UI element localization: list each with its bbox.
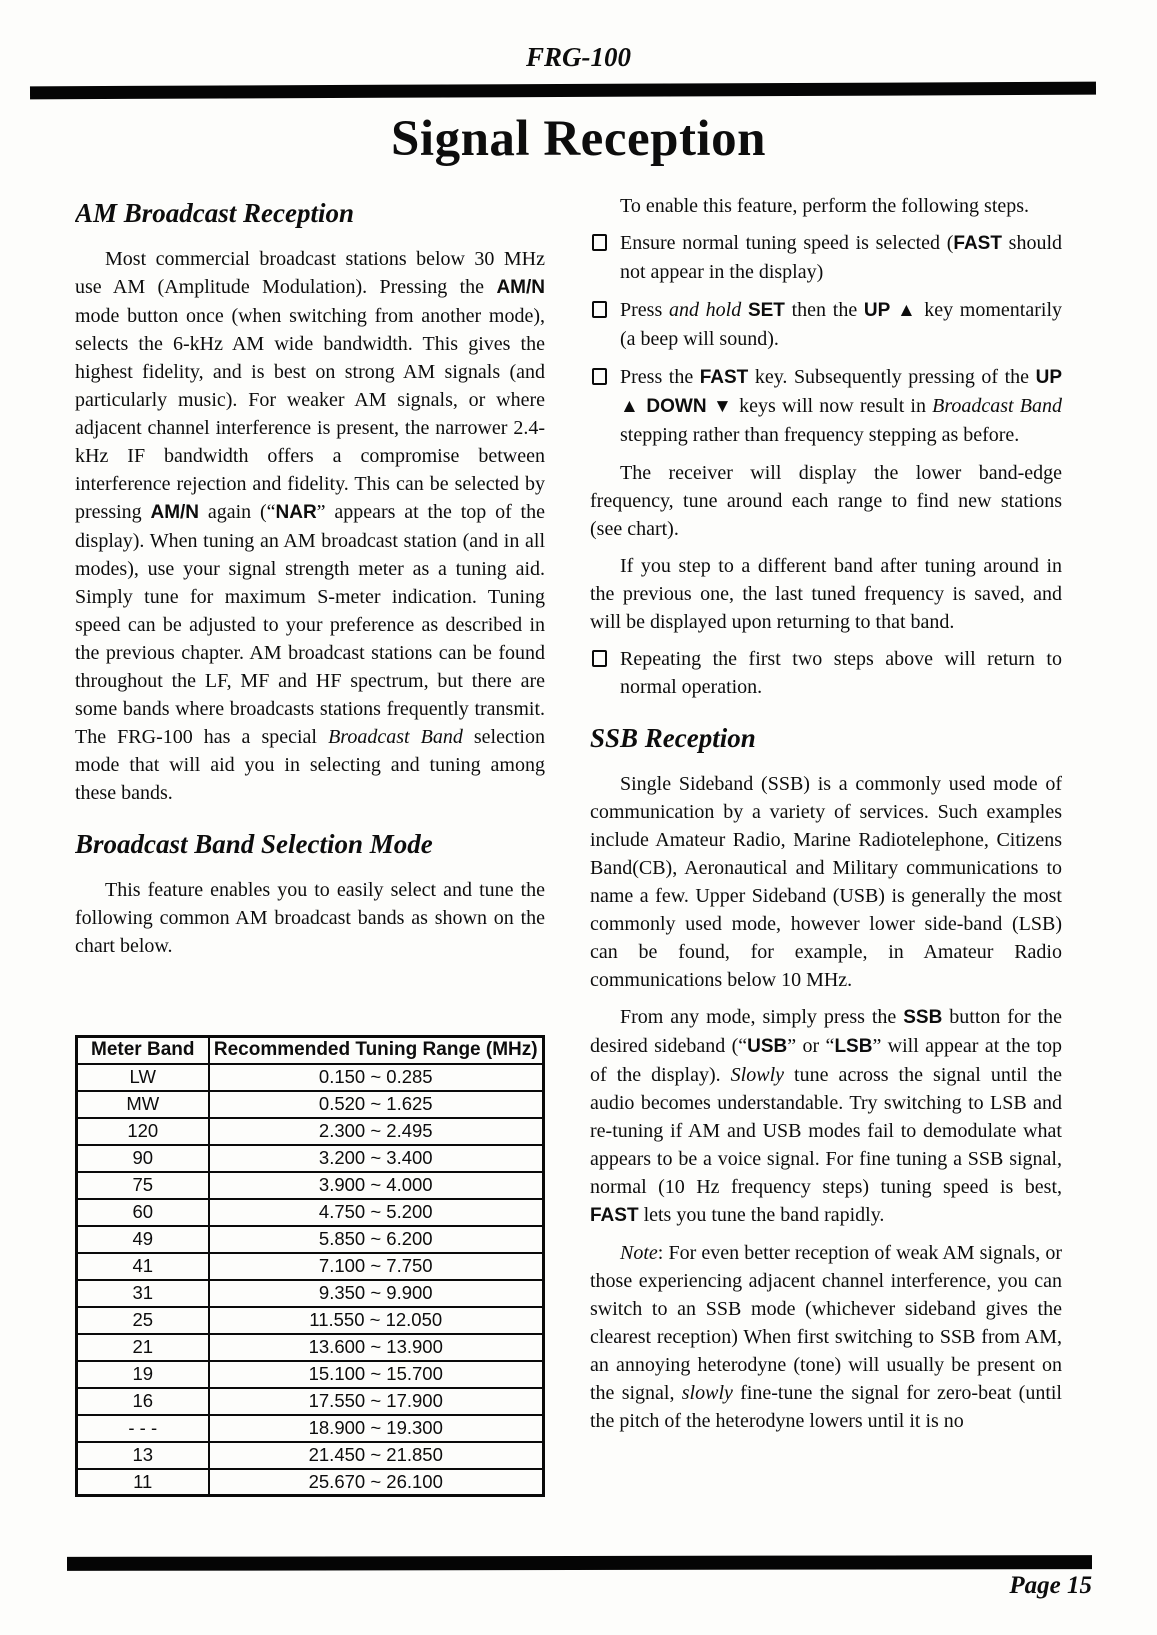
band-table-header-row: [77, 1037, 544, 1064]
band-table-cell: 21: [77, 1334, 209, 1361]
checklist-item: [590, 645, 1062, 701]
running-header: FRG-100: [525, 42, 631, 72]
band-table-cell: 15.100 ~ 15.700: [209, 1361, 544, 1388]
band-table-row: [77, 1118, 544, 1145]
band-table-cell: 18.900 ~ 19.300: [209, 1415, 544, 1442]
band-table-cell: - - -: [77, 1415, 209, 1442]
band-table-row: [77, 1145, 544, 1172]
footer-rule: [67, 1555, 1092, 1571]
band-table-cell: 16: [77, 1388, 209, 1415]
band-edge-paragraph: The receiver will display the lower band-edge frequency, tune around each range to find new stations (see chart).: [590, 462, 1062, 540]
band-table-cell: 0.150 ~ 0.285: [209, 1064, 544, 1091]
checklist-item: [590, 296, 1062, 353]
band-table-cell: 90: [77, 1145, 209, 1172]
band-table-cell: 7.100 ~ 7.750: [209, 1253, 544, 1280]
band-table-row: [77, 1307, 544, 1334]
band-table-cell: 13.600 ~ 13.900: [209, 1334, 544, 1361]
checkbox-icon: [592, 368, 607, 385]
band-table-row: [77, 1361, 544, 1388]
band-table-cell: 2.300 ~ 2.495: [209, 1118, 544, 1145]
ssb-paragraph-2: From any mode, simply press the SSB button for the desired sideband (“USB” or “LSB” will appear at the top of the display). Slowly tune across the signal until the audio becomes understandable. Try switching to LSB and re-tuning if AM and USB modes fail to demodulate what appears to be a voice signal. For fine tuning a SSB signal, normal (10 Hz frequency steps) tuning speed is best, FAST lets you tune the band rapidly.: [590, 1006, 1062, 1226]
band-table-cell: 19: [77, 1361, 209, 1388]
intro-paragraph: To enable this feature, perform the following steps.: [620, 195, 1030, 217]
band-table-cell: 31: [77, 1280, 209, 1307]
band-table-cell: 25: [77, 1307, 209, 1334]
section-heading-ssb: SSB Reception: [590, 723, 756, 753]
band-table: [75, 1035, 545, 1497]
band-table-header-tuning-range: Recommended Tuning Range (MHz): [209, 1037, 544, 1064]
band-table-header-meter-band: Meter Band: [77, 1037, 209, 1064]
band-table-cell: 11.550 ~ 12.050: [209, 1307, 544, 1334]
checkbox-icon: [592, 301, 607, 318]
band-table-cell: 120: [77, 1118, 209, 1145]
band-table-cell: 3.200 ~ 3.400: [209, 1145, 544, 1172]
band-table-cell: 11: [77, 1469, 209, 1496]
ssb-note-paragraph: Note: For even better reception of weak AM signals, or those experiencing adjacent channel interference, you can switch to an SSB mode (whichever sideband gives the clearest reception) When first switching to SSB from AM, an annoying heterodyne (tone) will usually be present on the signal, slowly fine-tune the signal for zero-beat (until the pitch of the heterodyne lowers until it is no: [590, 1242, 1062, 1432]
section-heading-band-selection: Broadcast Band Selection Mode: [75, 829, 433, 859]
band-table-row: [77, 1415, 544, 1442]
header-rule: [30, 82, 1096, 100]
checkbox-icon: [592, 234, 607, 251]
band-table-row: [77, 1091, 544, 1118]
band-table-row: [77, 1226, 544, 1253]
checklist-item: [590, 229, 1062, 286]
checklist-item-text: Repeating the first two steps above will return to normal operation.: [620, 648, 1062, 698]
band-selection-paragraph: This feature enables you to easily select and tune the following common AM broadcast bands as shown on the chart below.: [75, 879, 545, 957]
band-table-cell: 13: [77, 1442, 209, 1469]
band-table-cell: 60: [77, 1199, 209, 1226]
band-table-cell: 9.350 ~ 9.900: [209, 1280, 544, 1307]
band-table-row: [77, 1469, 544, 1496]
band-table-row: [77, 1388, 544, 1415]
right-column: [590, 192, 1062, 1544]
band-table-cell: 0.520 ~ 1.625: [209, 1091, 544, 1118]
band-table-row: [77, 1280, 544, 1307]
band-table-row: [77, 1199, 544, 1226]
checklist-item: [590, 363, 1062, 449]
band-table-cell: 4.750 ~ 5.200: [209, 1199, 544, 1226]
step-band-paragraph: If you step to a different band after tuning around in the previous one, the last tuned frequency is saved, and will be displayed upon returning to that band.: [590, 555, 1062, 633]
band-table-cell: LW: [77, 1064, 209, 1091]
page-title: Signal Reception: [391, 111, 766, 167]
checklist-item-text: Press and hold SET then the UP ▲ key momentarily (a beep will sound).: [620, 299, 1062, 350]
band-table-cell: 17.550 ~ 17.900: [209, 1388, 544, 1415]
band-table-cell: 25.670 ~ 26.100: [209, 1469, 544, 1496]
band-table-cell: MW: [77, 1091, 209, 1118]
left-column: [75, 196, 545, 1034]
band-table-cell: 49: [77, 1226, 209, 1253]
checklist-item-text: Ensure normal tuning speed is selected (FAST should not appear in the display): [620, 232, 1062, 283]
band-table-row: [77, 1442, 544, 1469]
band-table-row: [77, 1334, 544, 1361]
band-table-cell: 21.450 ~ 21.850: [209, 1442, 544, 1469]
band-table-cell: 5.850 ~ 6.200: [209, 1226, 544, 1253]
band-table-cell: 75: [77, 1172, 209, 1199]
band-table-cell: 3.900 ~ 4.000: [209, 1172, 544, 1199]
band-table-row: [77, 1253, 544, 1280]
band-table-row: [77, 1064, 544, 1091]
checklist-item-text: Press the FAST key. Subsequently pressing of the UP ▲ DOWN ▼ keys will now result in Broadcast Band stepping rather than frequency stepping as before.: [620, 366, 1062, 446]
ssb-paragraph-1: Single Sideband (SSB) is a commonly used mode of communication by a variety of services. Such examples include Amateur Radio, Marine Radiotelephone, Citizens Band(CB), Aeronautical and Military communications to name a few. Upper Sideband (USB) is generally the most commonly used mode, however lower side-band (LSB) can be found, for example, in Amateur Radio communications below 10 MHz.: [590, 773, 1062, 991]
am-broadcast-paragraph: Most commercial broadcast stations below 30 MHz use AM (Amplitude Modulation). Pressing the AM/N mode button once (when switching from another mode), selects the 6-kHz AM wide bandwidth. This gives the highest fidelity, and is best on strong AM signals (and particularly music). For weaker AM signals, or where adjacent channel interference is present, the narrower 2.4- kHz IF bandwidth offers a compromise between interference rejection and fidelity. This can be selected by pressing AM/N again (“NAR” appears at the top of the display). When tuning an AM broadcast station (and in all modes), use your signal strength meter as a tuning aid. Simply tune for maximum S-meter indication. Tuning speed can be adjusted to your preference as described in the previous chapter. AM broadcast stations can be found throughout the LF, MF and HF spectrum, but there are some bands where broadcasts stations frequently transmit. The FRG-100 has a special Broadcast Band selection mode that will aid you in selecting and tuning among these bands.: [75, 248, 545, 804]
band-table-body: [77, 1064, 544, 1496]
band-table-cell: 41: [77, 1253, 209, 1280]
band-table-row: [77, 1172, 544, 1199]
checkbox-icon: [592, 650, 607, 667]
section-heading-am-broadcast: AM Broadcast Reception: [75, 198, 355, 228]
page-number: Page 15: [1009, 1572, 1092, 1599]
